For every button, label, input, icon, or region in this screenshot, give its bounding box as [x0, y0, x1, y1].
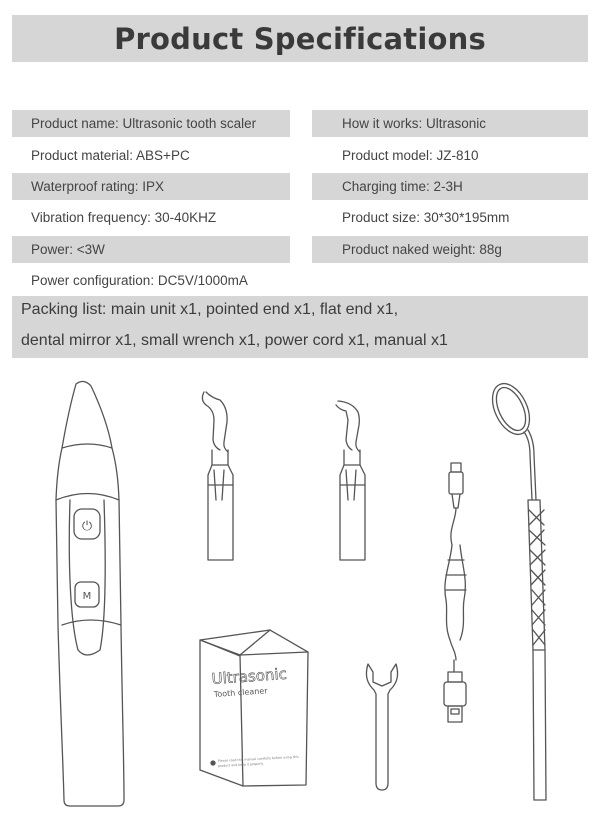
spec-row-power: [12, 236, 290, 263]
dental-mirror: [485, 378, 546, 800]
page-title: Product Specifications: [114, 21, 486, 56]
spec-text: How it works: Ultrasonic: [342, 116, 487, 131]
main-unit: [56, 381, 124, 806]
spec-text: Product model: JZ-810: [342, 148, 479, 163]
manual-note-1: Please read this manual carefully before using this: [217, 754, 299, 763]
spec-text: Product naked weight: 88g: [342, 242, 502, 257]
power-cord: [444, 463, 466, 722]
spec-text: Product name: Ultrasonic tooth scaler: [31, 116, 257, 131]
spec-text: Product material: ABS+PC: [31, 148, 190, 163]
packing-line-1: Packing list: main unit x1, pointed end x1, flat end x1,: [21, 301, 399, 318]
spec-text: Charging time: 2-3H: [342, 179, 463, 194]
spec-row-charging-time: [312, 173, 588, 200]
flat-end-tip: [336, 401, 365, 560]
spec-text: Vibration frequency: 30-40KHZ: [31, 210, 217, 225]
mode-button-label: M: [82, 591, 92, 602]
title-banner: [12, 15, 588, 62]
spec-row-power-config: [12, 267, 290, 294]
spec-text: Power: <3W: [31, 242, 105, 257]
spec-row-waterproof: [12, 173, 290, 200]
pointed-end-tip: [202, 392, 233, 560]
power-icon: ⏻: [81, 519, 93, 534]
small-wrench: [366, 664, 397, 790]
spec-row-product-material: [12, 142, 290, 169]
spec-row-size: [312, 204, 588, 231]
manual-subtitle: Tooth cleaner: [213, 686, 268, 699]
spec-row-product-name: [12, 110, 290, 137]
manual-booklet: [200, 630, 308, 786]
spec-text: Waterproof rating: IPX: [31, 179, 165, 194]
manual-note-2: product and keep it properly: [217, 761, 264, 768]
package-contents-illustration: [0, 370, 600, 826]
spec-row-how-it-works: [312, 110, 588, 137]
manual-title: Ultrasonic: [211, 664, 288, 688]
spec-row-model: [312, 142, 588, 169]
spec-text: Power configuration: DC5V/1000mA: [31, 273, 248, 288]
packing-list: [12, 296, 588, 358]
packing-line-2: dental mirror x1, small wrench x1, power cord x1, manual x1: [21, 332, 448, 349]
spec-row-weight: [312, 236, 588, 263]
spec-text: Product size: 30*30*195mm: [342, 210, 510, 225]
spec-row-vibration: [12, 204, 290, 231]
